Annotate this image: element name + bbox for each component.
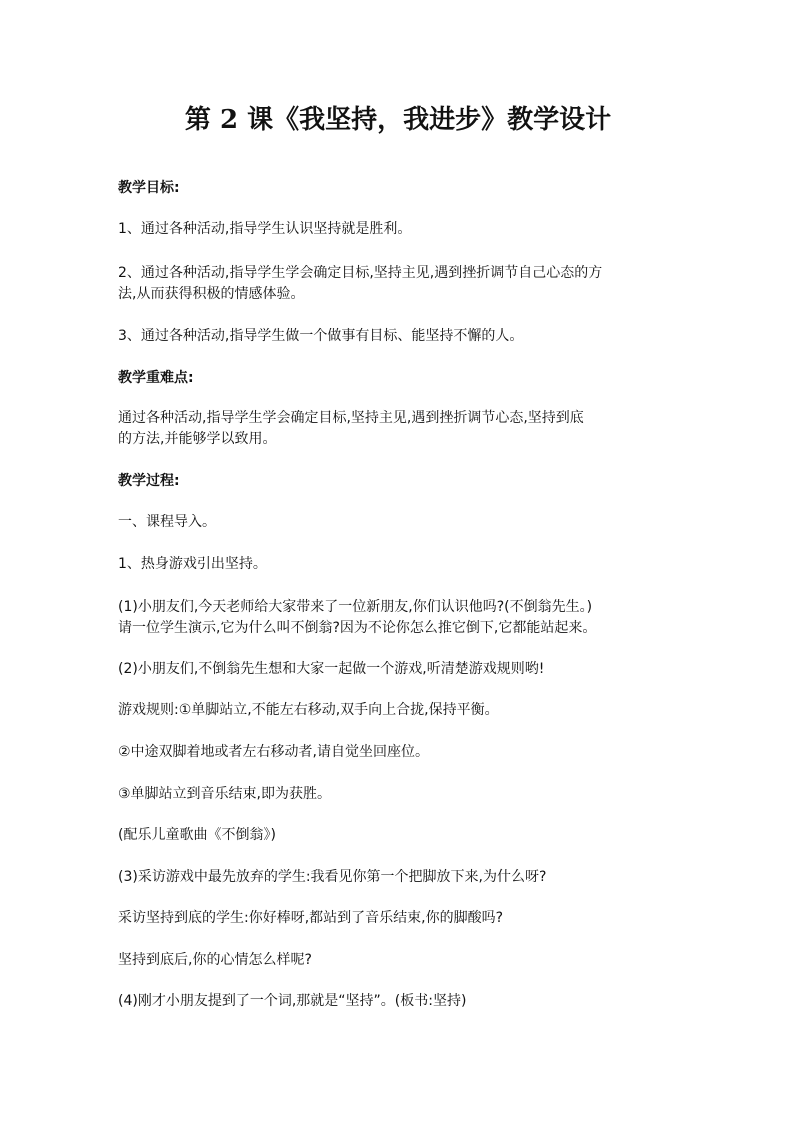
item-2: (2)小朋友们,不倒翁先生想和大家一起做一个游戏,听清楚游戏规则哟!	[118, 661, 545, 677]
goal-1: 1、通过各种活动,指导学生认识坚持就是胜利。	[118, 221, 412, 237]
step-1: 1、热身游戏引出坚持。	[118, 556, 267, 572]
music-note: (配乐儿童歌曲《不倒翁》)	[118, 827, 276, 843]
process-heading: 教学过程:	[118, 473, 180, 489]
item-1-line-1: (1)小朋友们,今天老师给大家带来了一位新朋友,你们认识他吗?(不倒翁先生。)	[118, 599, 593, 615]
item-1	[118, 597, 678, 639]
key-points-heading: 教学重难点:	[118, 370, 194, 386]
part-1-intro: 一、课程导入。	[118, 514, 216, 530]
goal-2	[118, 263, 678, 305]
goal-2-line-1: 2、通过各种活动,指导学生学会确定目标,坚持主见,遇到挫折调节自己心态的方	[118, 265, 603, 281]
goals-heading: 教学目标:	[118, 180, 180, 196]
key-points	[118, 408, 678, 450]
rule-3: ③单脚站立到音乐结束,即为获胜。	[118, 786, 332, 802]
goal-3: 3、通过各种活动,指导学生做一个做事有目标、能坚持不懈的人。	[118, 328, 524, 344]
key-points-line-1: 通过各种活动,指导学生学会确定目标,坚持主见,遇到挫折调节心态,坚持到底	[118, 410, 584, 426]
interview-3: 坚持到底后,你的心情怎么样呢?	[118, 952, 312, 968]
item-3: (3)采访游戏中最先放弃的学生:我看见你第一个把脚放下来,为什么呀?	[118, 869, 547, 885]
item-1-line-2: 请一位学生演示,它为什么叫不倒翁?因为不论你怎么推它倒下,它都能站起来。	[118, 620, 597, 636]
rule-1: 游戏规则:①单脚站立,不能左右移动,双手向上合拢,保持平衡。	[118, 702, 499, 718]
rule-2: ②中途双脚着地或者左右移动者,请自觉坐回座位。	[118, 744, 429, 760]
item-4: (4)刚才小朋友提到了一个词,那就是“坚持”。(板书:坚持)	[118, 993, 467, 1009]
key-points-line-2: 的方法,并能够学以致用。	[118, 431, 277, 447]
goal-2-line-2: 法,从而获得积极的情感体验。	[118, 286, 305, 302]
interview-2: 采访坚持到底的学生:你好棒呀,都站到了音乐结束,你的脚酸吗?	[118, 910, 504, 926]
document-title: 第 2 课《我坚持，我进步》教学设计	[184, 105, 612, 135]
